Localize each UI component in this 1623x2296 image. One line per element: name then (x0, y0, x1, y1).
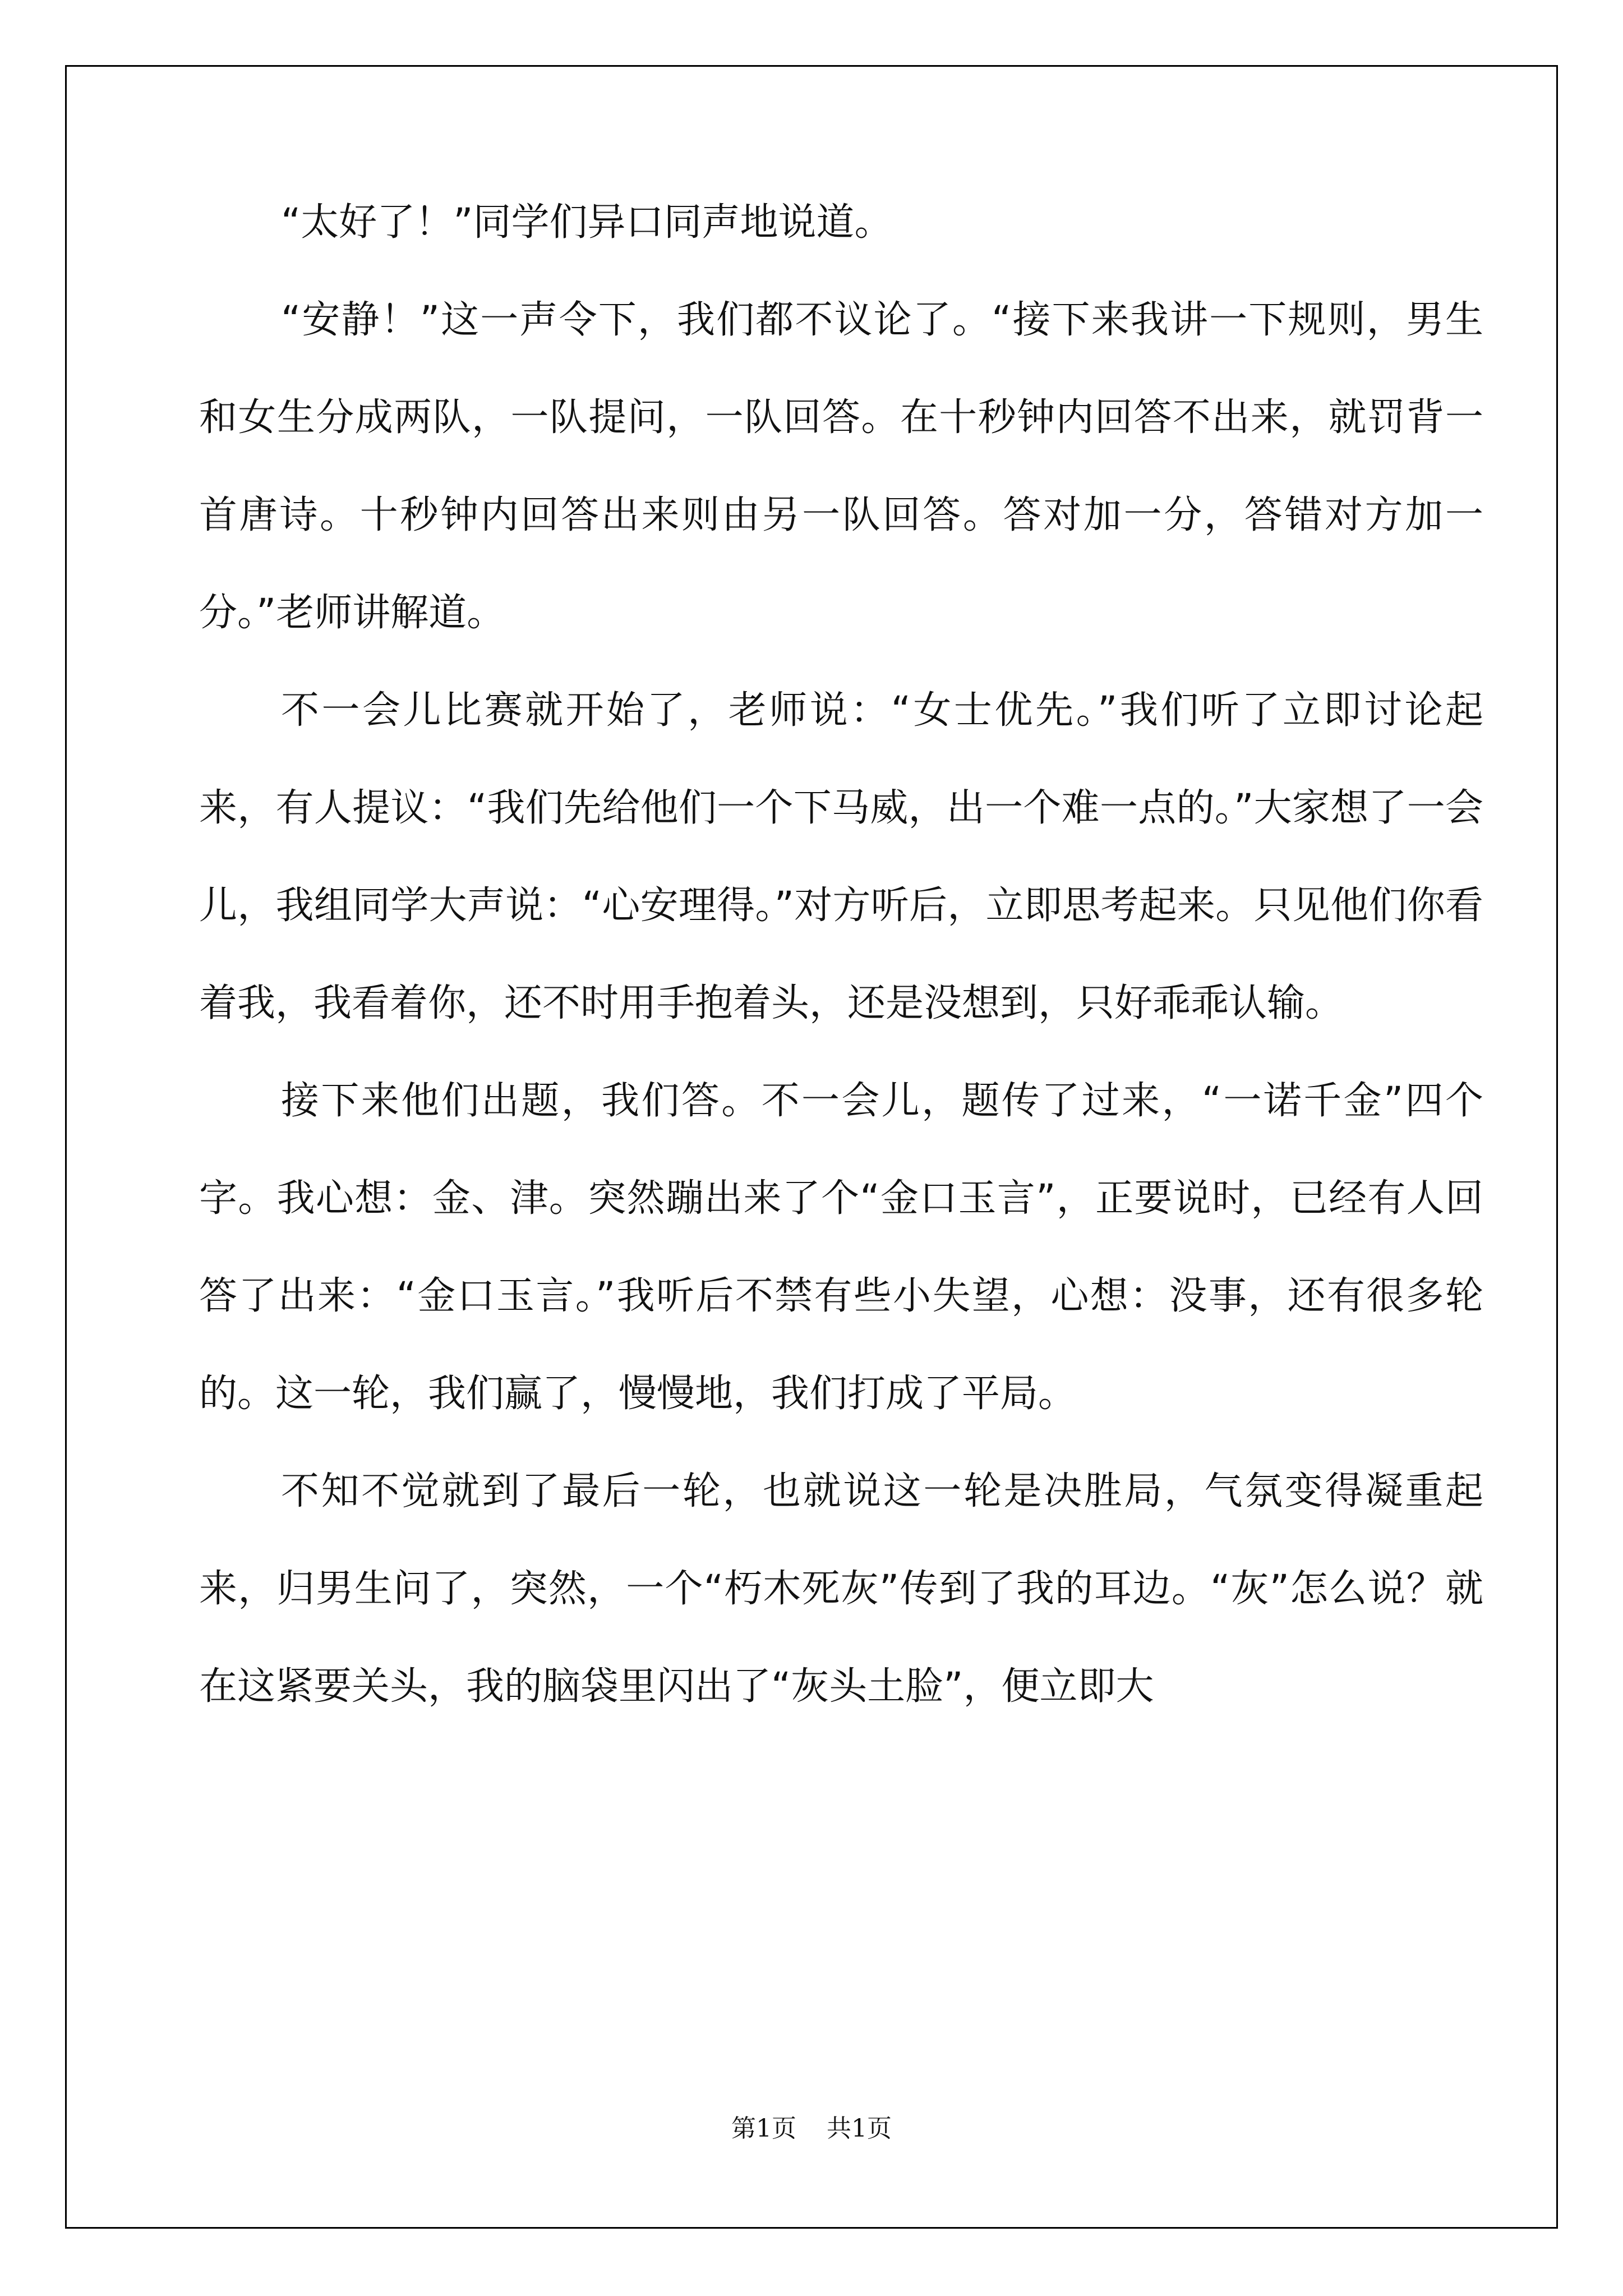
paragraph-1: “太好了！”同学们异口同声地说道。 (281, 200, 893, 245)
paragraph-4: 接下来他们出题，我们答。不一会儿，题传了过来，“一诺千金”四个字。我心想：金、津。突然蹦出来了个“金口玉言”，正要说时，已经有人回答了出来：“金口玉言。”我听后不禁有些小失望，心想：没事，还有很多轮的。这一轮，我们赢了，慢慢地，我们打成了平局。 (199, 1079, 1483, 1416)
paragraph-2: “安静！”这一声令下，我们都不议论了。“接下来我讲一下规则，男生和女生分成两队，一队提问，一队回答。在十秒钟内回答不出来，就罚背一首唐诗。十秒钟内回答出来则由另一队回答。答对加一分，答错对方加一分。”老师讲解道。 (199, 298, 1483, 635)
page-number-total: 共1页 (827, 2114, 892, 2143)
paragraph-3: 不一会儿比赛就开始了，老师说：“女士优先。”我们听了立即讨论起来，有人提议：“我们先给他们一个下马威，出一个难一点的。”大家想了一会儿，我组同学大声说：“心安理得。”对方听后，立即思考起来。只见他们你看着我，我看着你，还不时用手抱着头，还是没想到，只好乖乖认输。 (199, 688, 1483, 1025)
page-footer (0, 2108, 1623, 2144)
page-number-current: 第1页 (731, 2114, 796, 2143)
document-body (199, 174, 1483, 1736)
paragraph-5: 不知不觉就到了最后一轮，也就说这一轮是决胜局，气氛变得凝重起来，归男生问了，突然，一个“朽木死灰”传到了我的耳边。“灰”怎么说？就在这紧要关头，我的脑袋里闪出了“灰头土脸”，便立即大 (199, 1469, 1483, 1709)
